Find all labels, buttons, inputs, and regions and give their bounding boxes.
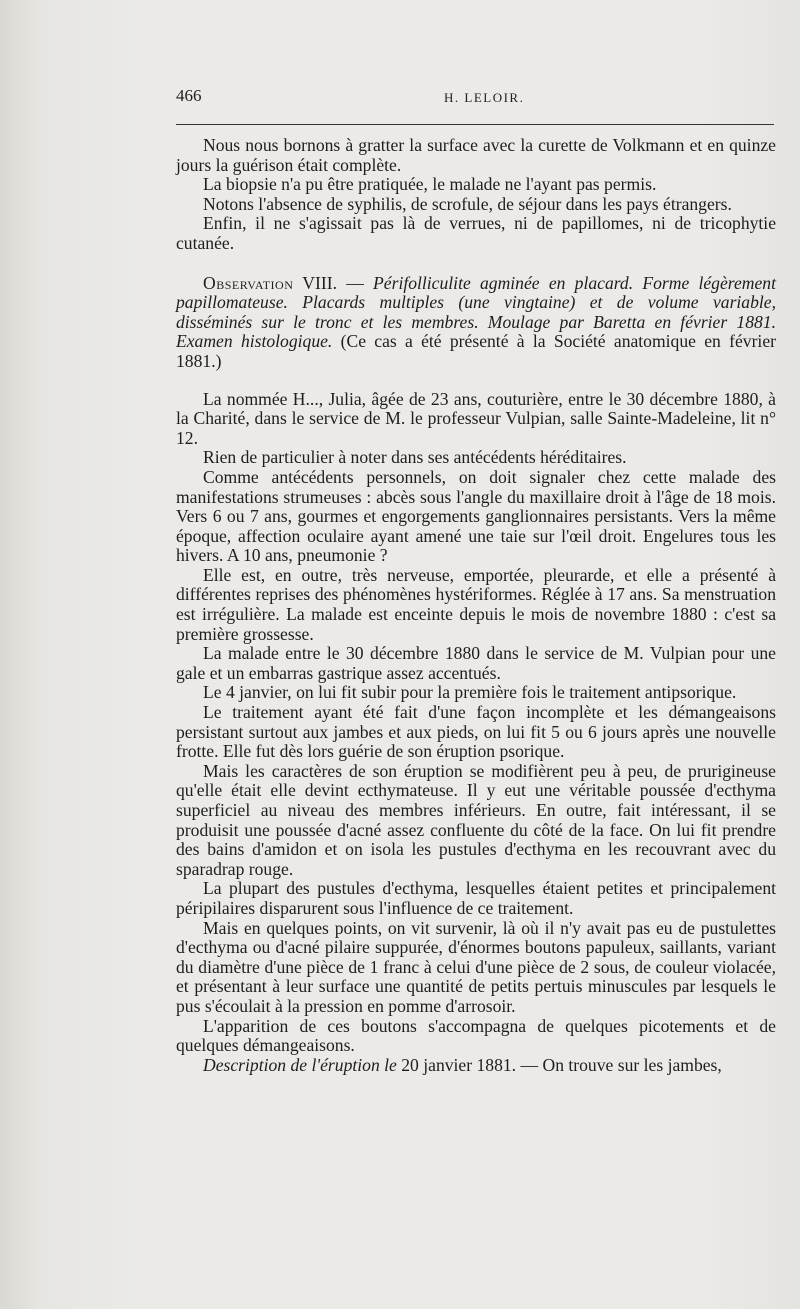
paragraph: L'apparition de ces boutons s'accompagna de quelques picotements et de quelques démangeaisons. xyxy=(176,1015,776,1056)
page-number: 466 xyxy=(176,86,202,105)
eruption-description-text: On trouve sur les jambes, xyxy=(542,1054,722,1075)
observation-title: Périfolliculite agminée en placard. Forme légèrement papillomateuse. Placards multiples (une vingtaine) et de volume variable, disséminés sur le tronc et les membres. Moulage par Baretta en février 1881. Examen histologique. xyxy=(176,272,776,352)
paragraph: Le 4 janvier, on lui fit subir pour la première fois le traitement antipsorique. xyxy=(203,682,737,703)
paragraph: Comme antécédents personnels, on doit signaler chez cette malade des manifestations strumeuses : abcès sous l'angle du maxillaire droit à l'âge de 18 mois. Vers 6 ou 7 ans, gourmes et engorgements ganglionnaires persistants. Vers la même époque, affection oculaire ayant amené une taie sur l'œil droit. Engelures tous les hivers. A 10 ans, pneumonie ? xyxy=(176,466,776,566)
paragraph: Mais en quelques points, on vit survenir, là où il n'y avait pas eu de pustulettes d'ecthyma ou d'acné pilaire suppurée, d'énormes boutons papuleux, saillants, variant du diamètre d'une pièce de 1 franc à celui d'une pièce de 2 sous, de couleur violacée, et présentant à leur surface une quantité de petits pertuis minuscules par lesquels le pus s'écoulait à la pression en pomme d'arrosoir. xyxy=(176,917,776,1016)
eruption-description-title: Description de l'éruption le xyxy=(203,1054,397,1075)
observation-number: VIII. — xyxy=(302,272,364,293)
paragraph: La malade entre le 30 décembre 1880 dans le service de M. Vulpian pour une gale et un embarras gastrique assez accentués. xyxy=(176,643,776,683)
observation-note: (Ce cas a été présenté à la Société anatomique en février 1881.) xyxy=(176,331,776,371)
paragraph: La biopsie n'a pu être pratiquée, le malade ne l'ayant pas permis. xyxy=(203,174,657,195)
paragraph: Rien de particulier à noter dans ses antécédents héréditaires. xyxy=(203,447,627,468)
paragraph: Enfin, il ne s'agissait pas là de verrues, ni de papillomes, ni de tricophytie cutanée. xyxy=(176,213,776,253)
paragraph: Nous nous bornons à gratter la surface avec la curette de Volkmann et en quinze jours la guérison était complète. xyxy=(176,135,776,175)
paragraph: Notons l'absence de syphilis, de scrofule, de séjour dans les pays étrangers. xyxy=(203,193,732,214)
paragraph: La plupart des pustules d'ecthyma, lesquelles étaient petites et principalement péripilaires disparurent sous l'influence de ce traitement. xyxy=(176,878,776,918)
body-text xyxy=(176,136,776,1075)
paragraph: Mais les caractères de son éruption se modifièrent peu à peu, de prurigineuse qu'elle était elle devint ecthymateuse. Il y eut une véritable poussée d'ecthyma superficiel au niveau des membres inférieurs. En outre, fait intéressant, il se produisit une poussée d'acné assez confluente du côté de la face. On lui fit prendre des bains d'amidon et on isola les pustules d'ecthyma en les recouvrant avec du sparadrap rouge. xyxy=(176,760,776,879)
running-head: H. LELOIR. xyxy=(444,90,525,105)
header-rule xyxy=(176,124,774,125)
page-header xyxy=(176,86,776,112)
observation-heading xyxy=(176,274,776,372)
paragraph: Le traitement ayant été fait d'une façon incomplète et les démangeaisons persistant surtout aux jambes et aux pieds, on lui fit 5 ou 6 jours après une nouvelle frotte. Elle fut dès lors guérie de son éruption psorique. xyxy=(176,702,776,762)
eruption-description-line xyxy=(176,1056,776,1076)
eruption-description-date: 20 janvier 1881. — xyxy=(401,1054,539,1075)
observation-label: Observation xyxy=(203,272,294,293)
paragraph: Elle est, en outre, très nerveuse, emportée, pleurarde, et elle a présenté à différentes reprises des phénomènes hystériformes. Réglée à 17 ans. Sa menstruation est irrégulière. La malade est enceinte depuis le mois de novembre 1880 : c'est sa première grossesse. xyxy=(176,564,776,644)
paragraph: La nommée H..., Julia, âgée de 23 ans, couturière, entre le 30 décembre 1880, à la Charité, dans le service de M. le professeur Vulpian, salle Sainte-Madeleine, lit n° 12. xyxy=(176,388,776,448)
